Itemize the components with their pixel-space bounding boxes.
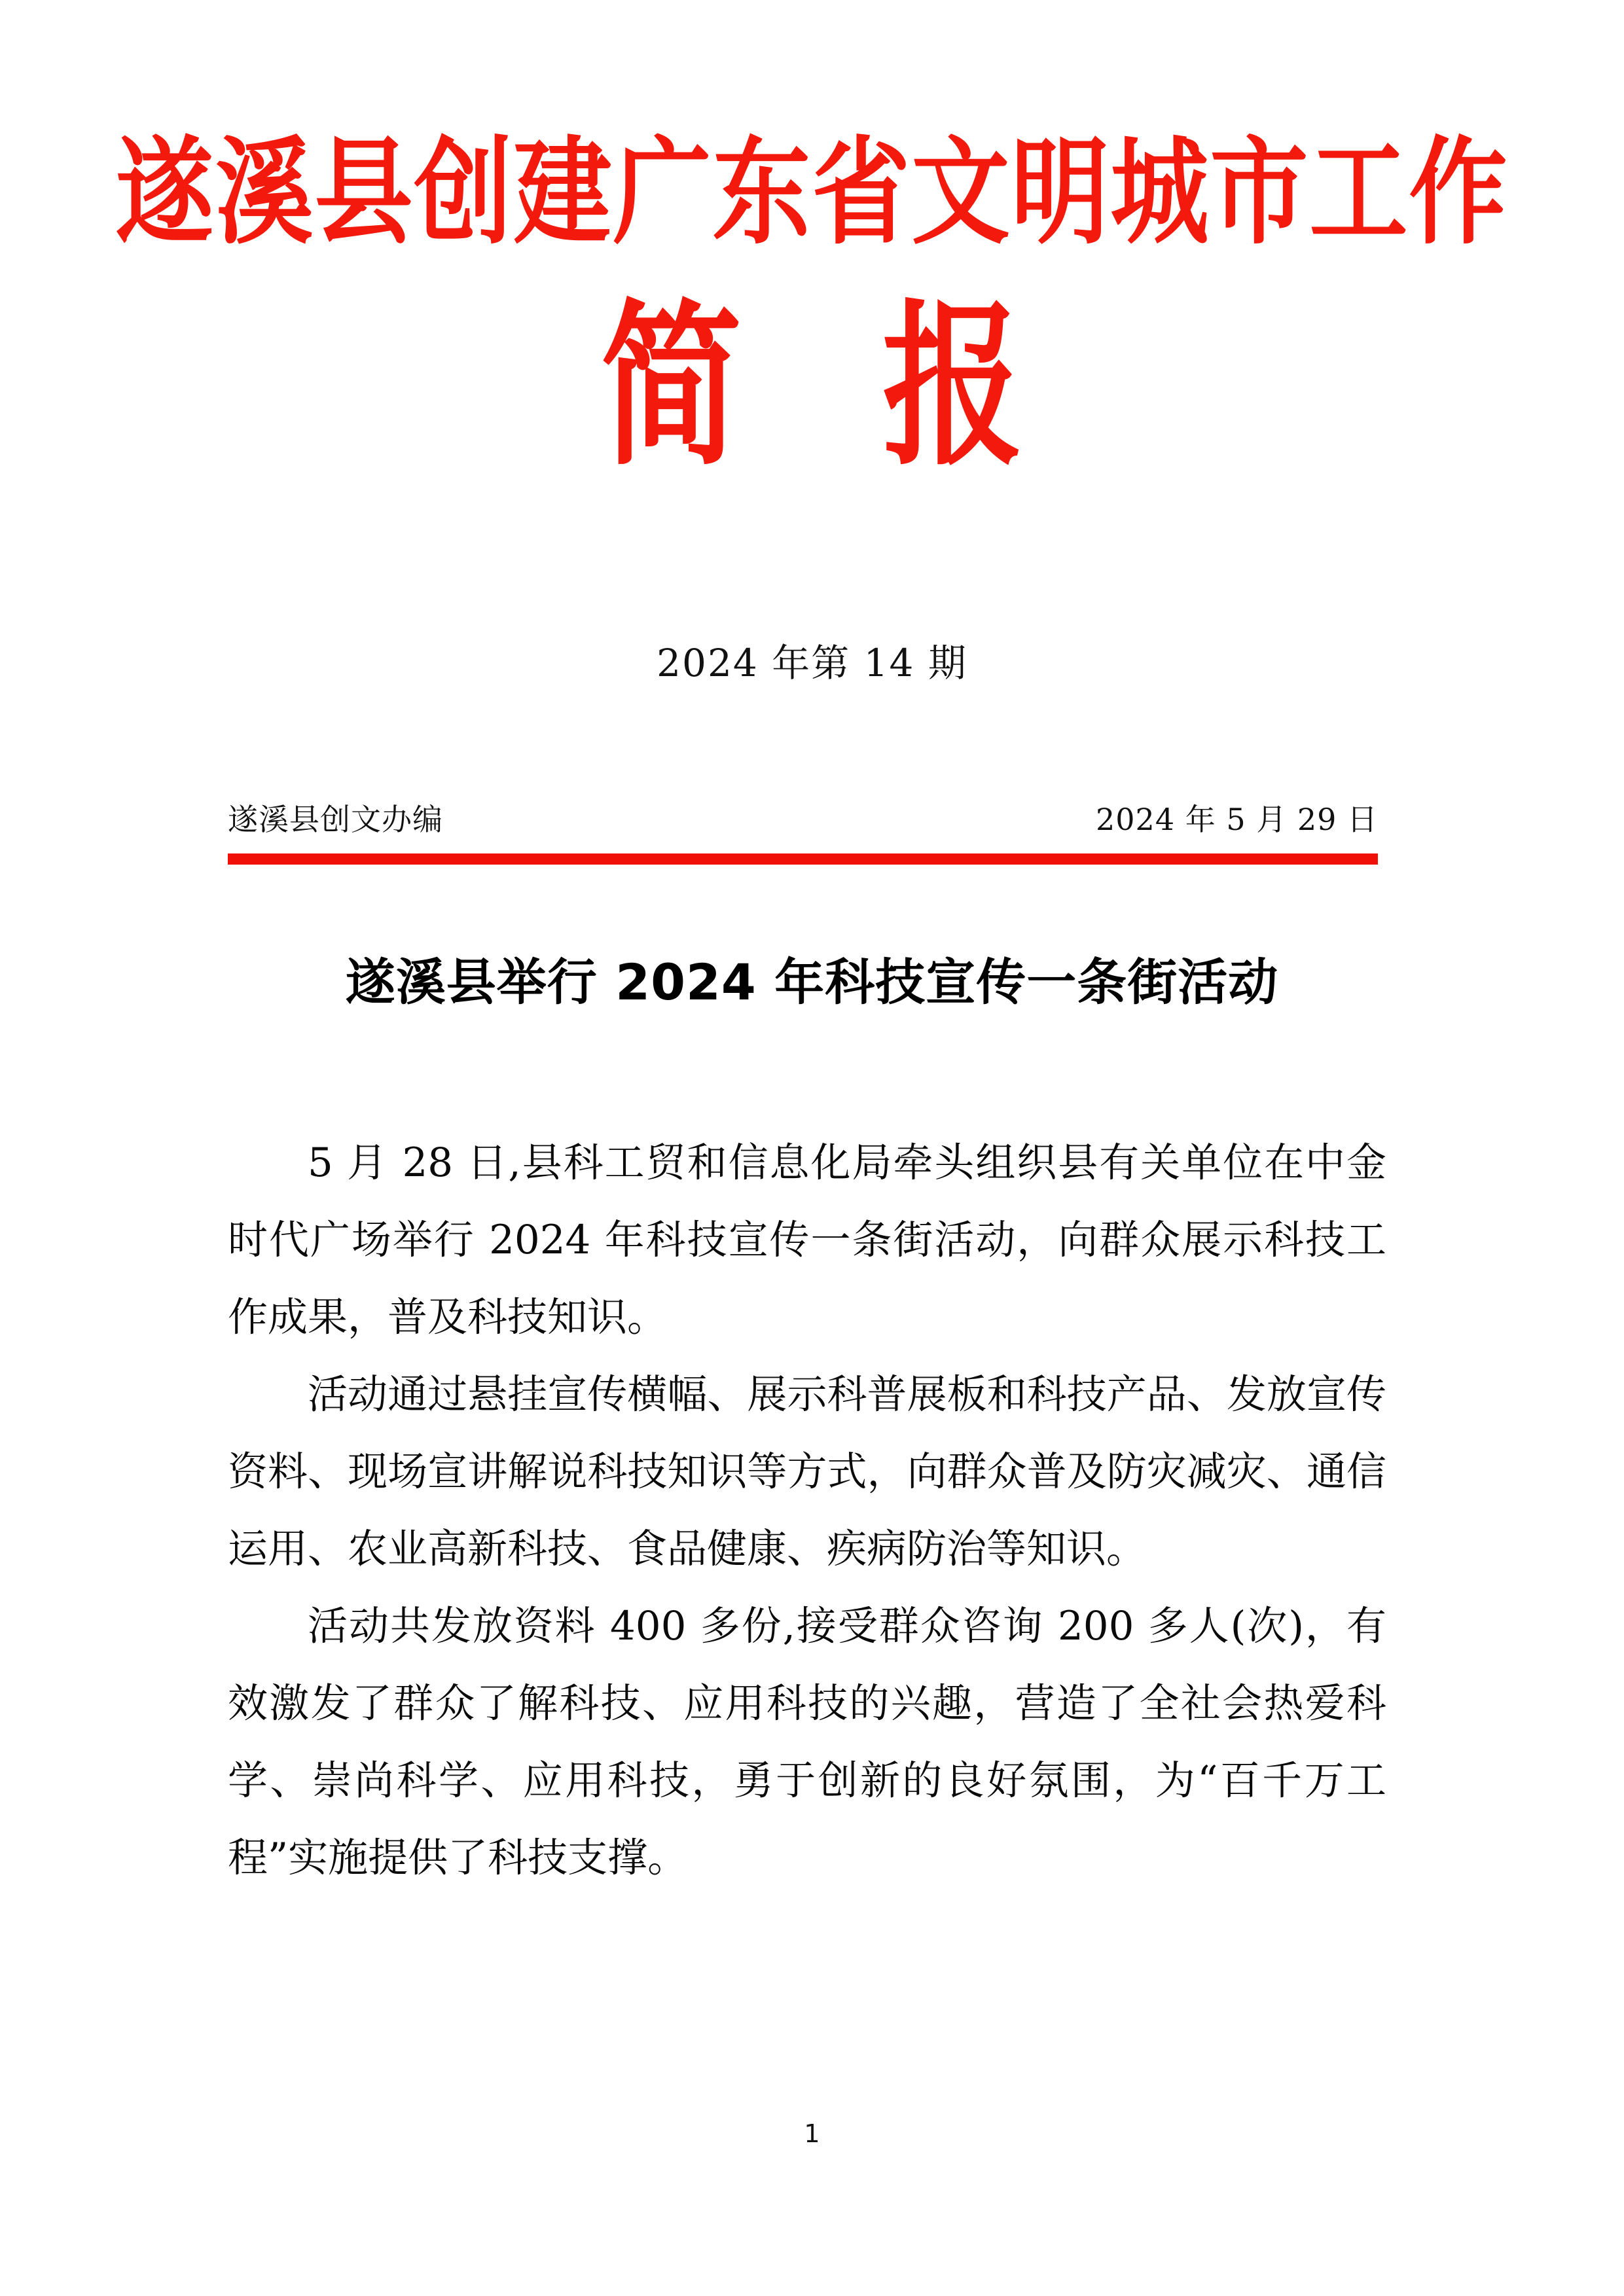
masthead-red-rule: [228, 853, 1378, 865]
publisher-label: 遂溪县创文办编: [228, 802, 443, 837]
meta-row: [228, 796, 1378, 839]
masthead: [0, 126, 1624, 260]
article-paragraph: 活动共发放资料 400 多份,接受群众咨询 200 多人(次)，有效激发了群众了解科技、应用科技的兴趣，营造了全社会热爱科学、崇尚科学、应用科技，勇于创新的良好氛围，为“百千万工程”实施提供了科技支撑。: [228, 1603, 1386, 1881]
masthead-doc-type-char-1: 简: [601, 282, 742, 490]
issue-number: 2024 年第 14 期: [657, 641, 967, 685]
article-body: [228, 1124, 1386, 1897]
masthead-doc-type: [0, 282, 1624, 490]
masthead-doc-type-char-2: 报: [882, 282, 1023, 490]
publish-date: 2024 年 5 月 29 日: [1096, 802, 1378, 837]
page-number: 1: [804, 2119, 820, 2148]
article-paragraph: 5 月 28 日,县科工贸和信息化局牵头组织县有关单位在中金时代广场举行 2024 年科技宣传一条街活动，向群众展示科技工作成果，普及科技知识。: [228, 1139, 1386, 1340]
article-paragraph: 活动通过悬挂宣传横幅、展示科普展板和科技产品、发放宣传资料、现场宣讲解说科技知识等方式，向群众普及防灾减灾、通信运用、农业高新科技、食品健康、疾病防治等知识。: [228, 1371, 1386, 1572]
article-headline: 遂溪县举行 2024 年科技宣传一条街活动: [345, 953, 1279, 1011]
masthead-org-title: 遂溪县创建广东省文明城市工作: [115, 126, 1509, 260]
